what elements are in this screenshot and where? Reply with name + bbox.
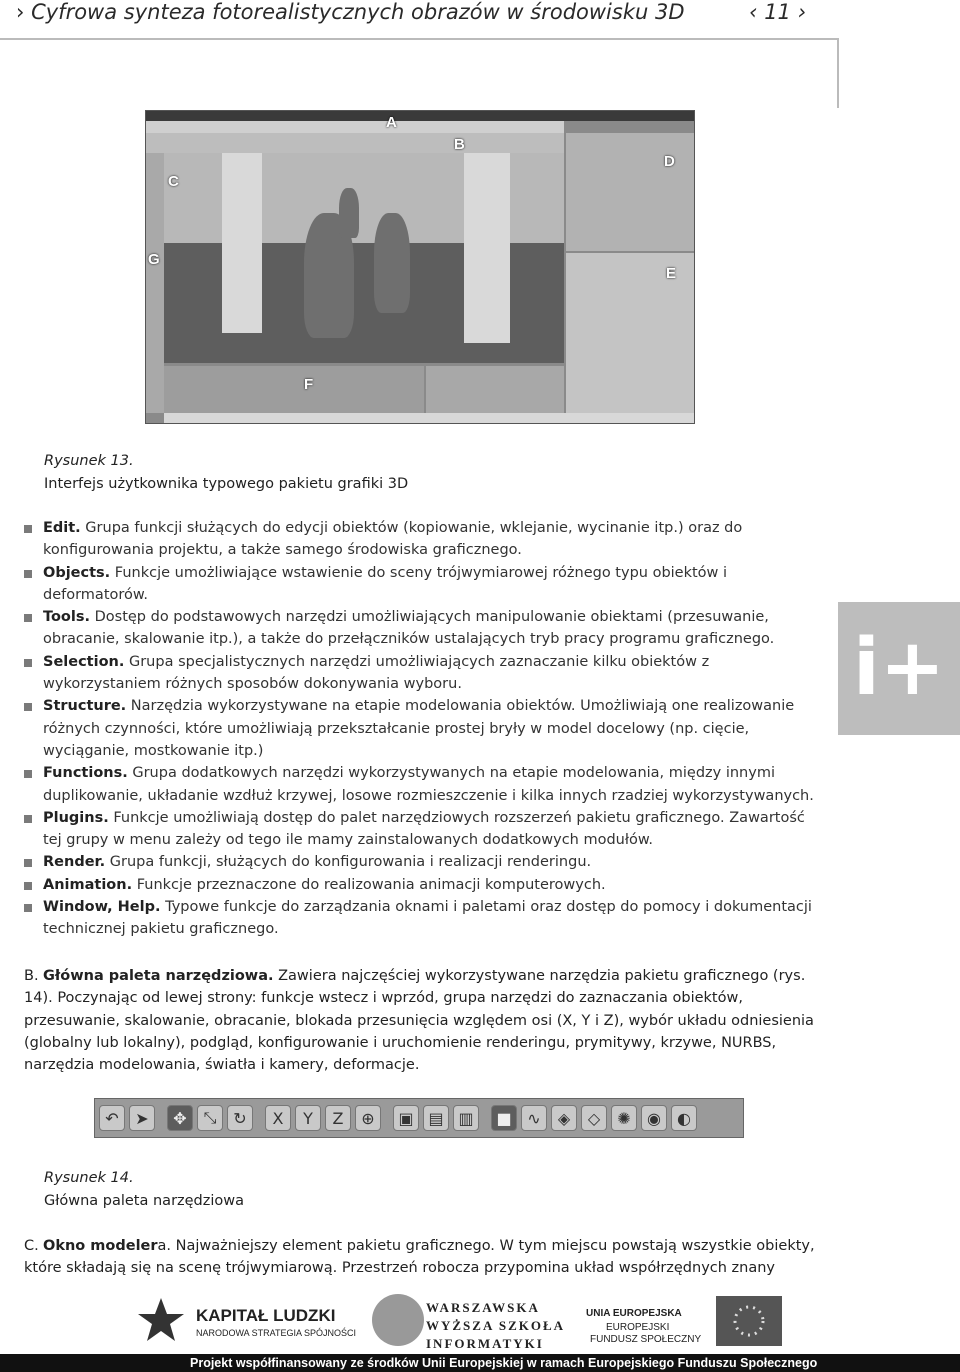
eu-line1: UNIA EUROPEJSKA: [586, 1308, 682, 1319]
footer-bar: [0, 1354, 960, 1372]
list-item: Animation. Funkcje przeznaczone do realizowania animacji komputerowych.: [24, 874, 824, 896]
app-left-toolbar: [146, 153, 164, 413]
zone-label-g: G: [148, 251, 160, 268]
bullet-square: [24, 859, 32, 867]
section-b-letter: B.: [24, 968, 39, 984]
pointer-icon: ➤: [129, 1105, 155, 1131]
figure-13-caption: [44, 450, 644, 496]
zone-label-e: E: [666, 265, 677, 282]
figure-14-caption-number: Rysunek 14.: [44, 1170, 134, 1186]
list-item: Objects. Funkcje umożliwiające wstawienie do sceny trójwymiarowej różnego typu obiektów i deformatorów.: [24, 562, 824, 607]
app-object-panel: [566, 133, 694, 251]
bullet-square: [24, 614, 32, 622]
header-arrow: ›: [16, 0, 25, 24]
list-item: Tools. Dostęp do podstawowych narzędzi umożliwiających manipulowanie obiektami (przesuwanie, obracanie, skalowanie itp.), a także do przełączników ustalających tryb pracy programu graficznego.: [24, 606, 824, 651]
footer-bar-text: Projekt współfinansowany ze środków Unii Europejskiej w ramach Europejskiego Funduszu Społecznego: [190, 1356, 818, 1370]
section-b-term: Główna paleta narzędziowa.: [43, 968, 274, 984]
section-b-desc: Zawiera najczęściej wykorzystywane narzędzia pakietu graficznego (rys. 14). Poczynając od lewej strony: funkcje wstecz i wprzód, grupa narzędzi do zaznaczania obiektów, przesuwanie, skalowanie, obracanie, blokada przesunięcia względem osi (X, Y i Z), wybór układu odniesienia (globalny lub lokalny), podgląd, konfigurowanie i uruchomienie renderingu, prymitywy, krzywe, NURBS, narzędzia modelowania, światła i kamery, deformacje.: [24, 968, 814, 1074]
app-viewport: [164, 153, 564, 363]
figure-13-screenshot: [145, 110, 695, 424]
scale-icon: ⤡: [197, 1105, 223, 1131]
bullet-square: [24, 882, 32, 890]
section-b-paragraph: [24, 965, 824, 1076]
app-material-panel: [164, 366, 424, 416]
render-icon: ▥: [453, 1105, 479, 1131]
eu-flag-icon: [716, 1296, 782, 1346]
zone-label-b: B: [454, 136, 465, 153]
section-c-letter: C.: [24, 1238, 39, 1254]
camera-icon: ◉: [641, 1105, 667, 1131]
wwsi-line3: INFORMATYKI: [426, 1336, 544, 1351]
menu-description-list: [24, 517, 824, 941]
scene-pillar-left: [222, 153, 262, 333]
bullet-square: [24, 815, 32, 823]
render-view-icon: ▣: [393, 1105, 419, 1131]
list-item: Window, Help. Typowe funkcje do zarządzania oknami i paletami oraz dostęp do pomocy i dokumentacji technicznej pakietu graficznego.: [24, 896, 824, 941]
coordinate-icon: ⊕: [355, 1105, 381, 1131]
wwsi-line1: WARSZAWSKA: [426, 1300, 540, 1315]
list-item: Functions. Grupa dodatkowych narzędzi wykorzystywanych na etapie modelowania, między innymi duplikowanie, układanie wzdłuż krzywej, losowe rozmieszczenie i kilka innych rzadziej wykorzystywanych.: [24, 762, 824, 807]
modeling-icon: ◇: [581, 1105, 607, 1131]
figure-14-caption: [44, 1167, 644, 1213]
zone-label-a: A: [386, 114, 397, 131]
bullet-square: [24, 904, 32, 912]
list-item: Selection. Grupa specjalistycznych narzędzi umożliwiających zaznaczanie kilku obiektów z wykorzystaniem różnych sposobów dokonywania wyboru.: [24, 651, 824, 696]
zone-label-d: D: [664, 153, 675, 170]
axis-z-icon: Z: [325, 1105, 351, 1131]
bullet-square: [24, 703, 32, 711]
figure-13-caption-text: Interfejs użytkownika typowego pakietu grafiki 3D: [44, 476, 409, 492]
wwsi-line2: WYŻSZA SZKOŁA: [426, 1318, 566, 1333]
section-c-term: Okno modeler: [43, 1238, 158, 1254]
list-item: Structure. Narzędzia wykorzystywane na etapie modelowania obiektów. Umożliwiają one realizowanie różnych czynności, które umożliwiają przekształcanie prostej bryły w model docelowy (np. cięcie, wyciąganie, mostkowanie itp.): [24, 695, 824, 762]
zone-label-f: F: [304, 376, 314, 393]
list-item: Render. Grupa funkcji, służących do konfigurowania i realizacji renderingu.: [24, 851, 824, 873]
scene-figure-right: [374, 213, 410, 313]
axis-y-icon: Y: [295, 1105, 321, 1131]
app-toolbar: [146, 133, 564, 153]
axis-x-icon: X: [265, 1105, 291, 1131]
zone-label-c: C: [168, 173, 179, 190]
list-item: Edit. Grupa funkcji służących do edycji obiektów (kopiowanie, wklejanie, wycinanie itp.) oraz do konfigurowania projektu, a także samego środowiska graficznego.: [24, 517, 824, 562]
header-rule: [0, 38, 838, 40]
eu-line2: EUROPEJSKI: [606, 1322, 670, 1333]
info-plus-tab: i+: [838, 602, 960, 735]
running-header: [16, 0, 826, 30]
app-coordinate-panel: [426, 366, 564, 416]
bullet-square: [24, 570, 32, 578]
wwsi-globe-icon: [372, 1294, 424, 1346]
scene-pillar-right: [464, 153, 510, 343]
list-item: Plugins. Funkcje umożliwiają dostęp do palet narzędziowych rozszerzeń pakietu graficznego. Zawartość tej grupy w menu zależy od tego ile mamy zainstalowanych dodatkowych modułów.: [24, 807, 824, 852]
bullet-square: [24, 525, 32, 533]
scene-figure-back: [339, 188, 359, 238]
bullet-square: [24, 659, 32, 667]
section-c-desc: a. Najważniejszy element pakietu graficznego. W tym miejscu powstają wszystkie obiekty, które składają się na scenę trójwymiarową. Przestrzeń robocza przypomina układ współrzędnych znany: [24, 1238, 815, 1277]
eu-line3: FUNDUSZ SPOŁECZNY: [590, 1334, 702, 1345]
undo-icon: ↶: [99, 1105, 125, 1131]
figure-13-caption-number: Rysunek 13.: [44, 453, 134, 469]
move-icon: ✥: [167, 1105, 193, 1131]
app-statusbar: [164, 413, 694, 423]
figure-14-caption-text: Główna paleta narzędziowa: [44, 1193, 245, 1209]
kapital-ludzki-logo: [136, 1296, 186, 1346]
render-settings-icon: ▤: [423, 1105, 449, 1131]
footer-logos: [136, 1286, 836, 1356]
section-c-paragraph: [24, 1235, 824, 1280]
header-title: Cyfrowa synteza fotorealistycznych obrazów w środowisku 3D: [31, 0, 685, 24]
figure-14-toolbar: [94, 1098, 744, 1138]
app-titlebar: [146, 111, 694, 121]
nurbs-icon: ◈: [551, 1105, 577, 1131]
curve-icon: ∿: [521, 1105, 547, 1131]
header-vertical-rule: [837, 38, 839, 108]
light-icon: ✺: [611, 1105, 637, 1131]
kapital-ludzki-subtitle: NARODOWA STRATEGIA SPÓJNOŚCI: [196, 1328, 357, 1338]
cube-icon: ■: [491, 1105, 517, 1131]
rotate-icon: ↻: [227, 1105, 253, 1131]
deformer-icon: ◐: [671, 1105, 697, 1131]
kapital-ludzki-title: KAPITAŁ LUDZKI: [196, 1306, 336, 1325]
page-number: ‹ 11 ›: [749, 0, 806, 24]
app-menubar: [146, 121, 564, 133]
bullet-square: [24, 770, 32, 778]
